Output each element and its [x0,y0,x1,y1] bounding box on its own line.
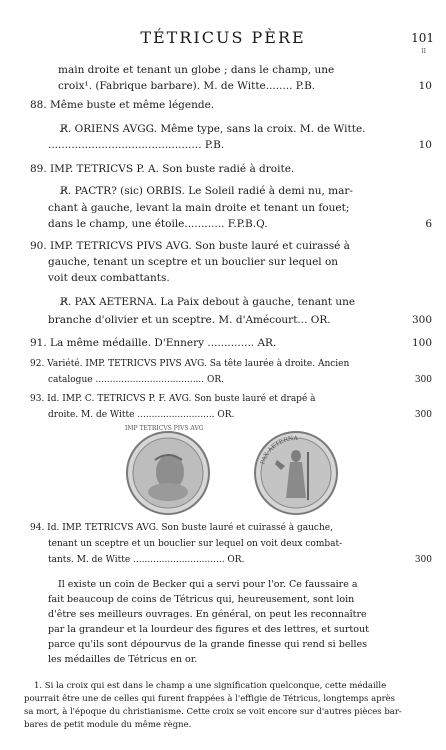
footnote-line: 1. Si la croix qui est dans le champ a une signification quelconque, cette médaille [34,681,387,691]
obverse-legend: IMP TETRICVS PIVS AVG [125,425,204,432]
entry-line: main droite et tenant un globe ; dans le champ, une [58,64,335,76]
footnote-line: sa mort, à l'époque du christianisme. Cette croix se voit encore sur d'autres pièces bar- [24,707,402,717]
coin-obverse [125,425,211,516]
entry-line: .............................................. P.B. 10 [48,139,432,151]
paragraph-line: fait beaucoup de coins de Tétricus qui, heureusement, sont loin [48,594,355,605]
running-header [0,28,446,55]
coin-reverse [253,430,339,516]
entry-line: branche d'olivier et un sceptre. M. d'Amécourt... OR. 300 [48,314,432,326]
entry-line: droite. M. de Witte ........................... OR. 300 [48,410,432,420]
paragraph-line: par la grandeur et la lourdeur des figures et des lettres, et surtout [48,624,369,635]
entry-line: dans le champ, une étoile............ F.P.B.Q. 6 [48,218,432,230]
entry-line: catalogue ...................................... OR. 300 [48,375,432,385]
signature-mark: II [421,48,426,55]
entry-line: tenant un sceptre et un bouclier sur lequel on voit deux combat- [48,539,343,549]
paragraph-line: parce qu'ils sont dépourvus de la grande finesse qui rend si belles [48,639,368,650]
entry-line: 90. IMP. TETRICVS PIVS AVG. Son buste lauré et cuirassé à [30,240,350,252]
paragraph-line: Il existe un coin de Becker qui a servi pour l'or. Ce faussaire a [58,579,358,590]
entry-line: 94. Id. IMP. TETRICVS AVG. Son buste lauré et cuirassé à gauche, [30,523,333,533]
entry-line: voit deux combattants. [48,272,170,284]
entry-line: 93. Id. IMP. C. TETRICVS P. F. AVG. Son buste lauré et drapé à [30,394,316,404]
entry-line: R̸. ORIENS AVGG. Même type, sans la croix. M. de Witte. [60,123,366,135]
paragraph-line: les médailles de Tétricus en or. [48,654,198,665]
entry-line: 89. IMP. TETRICVS P. A. Son buste radié à droite. [30,163,295,175]
entry-line: tants. M. de Witte ................................ OR. 300 [48,555,432,565]
footnote-line: bares de petit module du même règne. [24,720,192,730]
entry-line: 92. Variété. IMP. TETRICVS PIVS AVG. Sa tête laurée à droite. Ancien [30,359,350,369]
entry-line: R̸. PAX AETERNA. La Paix debout à gauche, tenant une [60,296,356,308]
entry-line: 88. Même buste et même légende. [30,99,215,111]
paragraph-line: d'être ses meilleurs ouvrages. En général, on peut les reconnaître [48,609,367,620]
page-title: TÉTRICUS PÈRE [140,28,306,47]
page-number: 101 [411,31,434,45]
reverse-legend: PAX AETERNA [259,434,298,466]
entry-line: gauche, tenant un sceptre et un bouclier sur lequel on [48,256,339,268]
entry-line: chant à gauche, levant la main droite et tenant un fouet; [48,202,350,214]
entry-line: croix¹. (Fabrique barbare). M. de Witte........ P.B. 10 [58,80,432,92]
entry-line: 91. La même médaille. D'Ennery .............. AR. 100 [30,337,432,349]
footnote-line: pourrait être une de celles qui furent frappées à l'effigie de Tétricus, longtemps après [24,694,396,704]
entry-line: R̸. PACTR? (sic) ORBIS. Le Soleil radié à demi nu, mar- [60,185,353,197]
